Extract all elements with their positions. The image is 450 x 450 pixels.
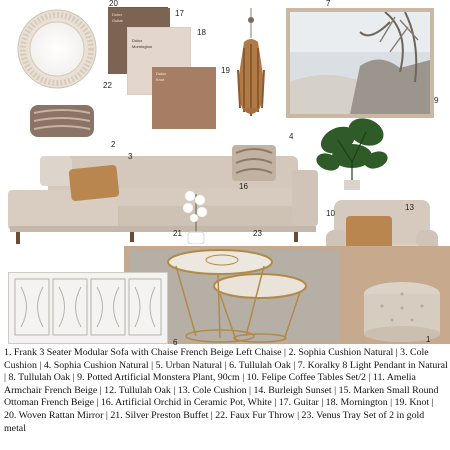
- swatch-label: Dulux: [112, 12, 123, 17]
- item-number: 17: [175, 9, 184, 18]
- cushion-natural: [40, 156, 72, 186]
- item-number: 2: [111, 140, 116, 149]
- item-number: 19: [221, 66, 230, 75]
- item-number: 16: [239, 182, 248, 191]
- item-number: 4: [289, 132, 294, 141]
- ottoman: [362, 280, 442, 342]
- swatch-label: Guitar: [112, 18, 123, 23]
- cushion-leather: [68, 165, 119, 202]
- item-number: 20: [109, 0, 118, 8]
- item-number: 13: [405, 203, 414, 212]
- swatch-label: Knot: [156, 77, 165, 82]
- coffee-tables: [166, 248, 308, 344]
- armchair-cushion: [346, 216, 392, 250]
- rattan-mirror: [16, 8, 98, 90]
- item-number: 9: [434, 96, 439, 105]
- monstera-plant: [316, 110, 390, 190]
- item-number: 22: [103, 81, 112, 90]
- item-number: 18: [197, 28, 206, 37]
- cushion-patterned: [232, 145, 276, 181]
- item-number: 10: [326, 209, 335, 218]
- item-number: 1: [426, 335, 431, 344]
- item-list-caption: 1. Frank 3 Seater Modular Sofa with Chaise French Beige Left Chaise | 2. Sophia Cushion Natural | 3. Cole Cushion | 4. Sophia Cushion Natural | 5. Urban Natural | 6. Tullulah Oak | 7. Koralky 8 Light Pendant in Natural | 8. Tullulah Oak | 9. Potted Artificial Monstera Plant, 90cm | 10. Felipe Coffee Tables Set/2 | 11. Amelia Armchair French Beige | 12. Tullulah Oak | 13. Cole Cushion | 14. Burleigh Sunset | 15. Marken Small Round Ottoman French Beige | 16. Artificial Orchid in Ceramic Pot, White | 17. Guitar | 18. Mornington | 19. Knot | 20. Woven Rattan Mirror | 21. Silver Preston Buffet | 22. Faux Fur Throw | 23. Venus Tray Set of 2 in gold metal: [4, 347, 448, 434]
- swatch-label: Dulux: [132, 38, 143, 43]
- swatch-label: Mornington: [132, 44, 153, 49]
- orchid-pot: [180, 188, 212, 244]
- item-number: 3: [128, 152, 133, 161]
- item-number: 6: [173, 338, 178, 347]
- item-number: 23: [253, 229, 262, 238]
- item-number: 21: [173, 229, 182, 238]
- rattan-pendant: [226, 8, 276, 126]
- faux-fur-throw: [30, 103, 94, 139]
- item-number: 7: [326, 0, 331, 8]
- framed-artwork: [286, 8, 434, 118]
- silver-buffet: [8, 272, 168, 344]
- swatch-knot: [152, 67, 216, 129]
- swatch-label: Dulux: [156, 71, 167, 76]
